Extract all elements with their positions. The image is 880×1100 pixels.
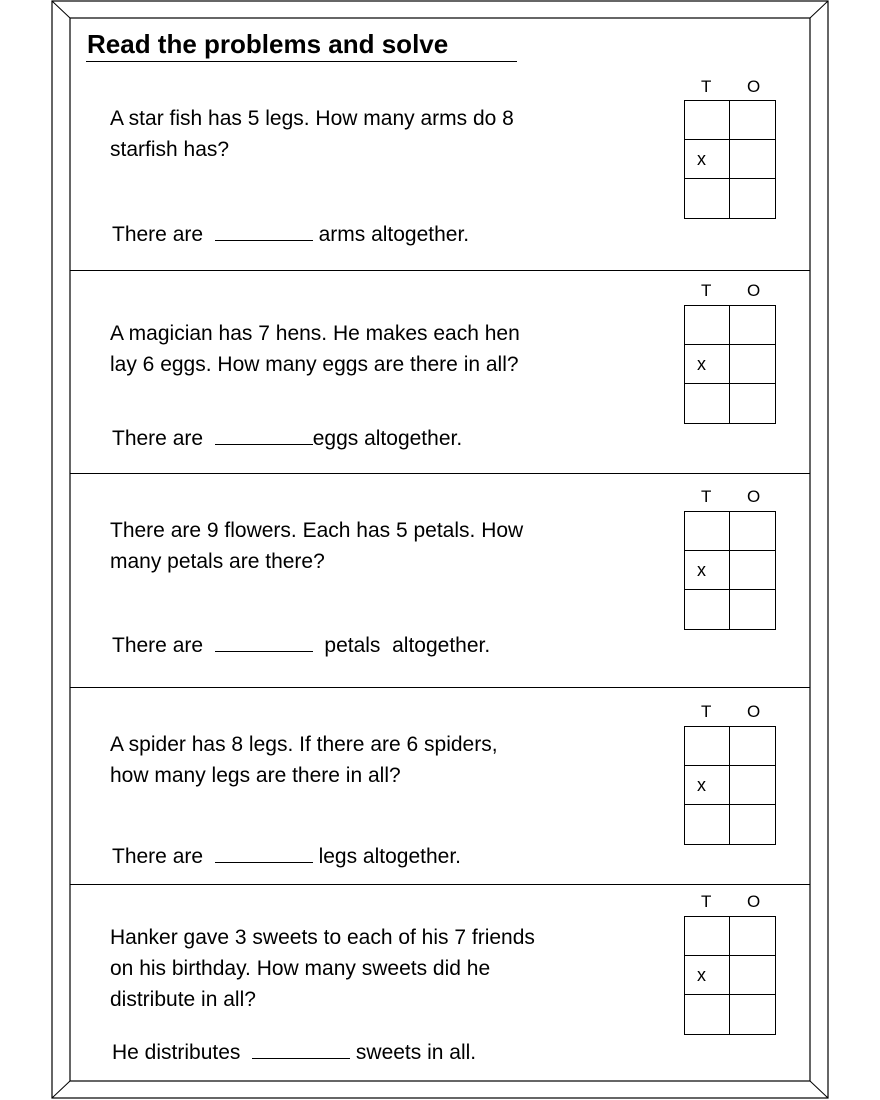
answer-blank[interactable] bbox=[252, 1040, 350, 1059]
place-value-grid bbox=[684, 100, 776, 219]
answer-suffix: legs altogether. bbox=[318, 845, 461, 868]
question-line: on his birthday. How many sweets did he bbox=[110, 957, 491, 980]
multiply-sign: x bbox=[697, 965, 706, 985]
answer-suffix: eggs altogether. bbox=[312, 427, 463, 450]
answer-prefix: He distributes bbox=[112, 1041, 241, 1064]
question-line: A magician has 7 hens. He makes each hen bbox=[110, 322, 520, 345]
question bbox=[110, 515, 523, 577]
grid-cell[interactable] bbox=[685, 590, 730, 629]
grid-cell[interactable] bbox=[685, 727, 730, 766]
worksheet-title: Read the problems and solve bbox=[87, 29, 449, 59]
grid-cell[interactable] bbox=[685, 101, 730, 140]
grid-cell[interactable] bbox=[730, 805, 775, 844]
grid-cell[interactable] bbox=[730, 140, 775, 179]
grid-cell[interactable] bbox=[685, 551, 730, 590]
grid-cell[interactable] bbox=[685, 512, 730, 551]
answer-blank[interactable] bbox=[215, 222, 313, 241]
answer-suffix: sweets in all. bbox=[355, 1041, 477, 1064]
answer-blank[interactable] bbox=[215, 426, 313, 445]
grid-cell[interactable] bbox=[730, 917, 775, 956]
question-line: starfish has? bbox=[110, 138, 230, 161]
multiply-sign: x bbox=[697, 775, 706, 795]
answer-blank[interactable] bbox=[215, 633, 313, 652]
question-line: Hanker gave 3 sweets to each of his 7 friends bbox=[110, 926, 535, 949]
grid-cell[interactable] bbox=[685, 140, 730, 179]
question bbox=[110, 318, 520, 380]
grid-cell[interactable] bbox=[730, 512, 775, 551]
worksheet bbox=[70, 18, 810, 1081]
answer-prefix: There are bbox=[112, 223, 204, 246]
multiply-sign: x bbox=[697, 354, 706, 374]
grid-cell[interactable] bbox=[685, 995, 730, 1034]
place-value-grid bbox=[684, 511, 776, 630]
problem-4 bbox=[70, 687, 810, 884]
ones-label: O bbox=[747, 77, 761, 96]
tens-label: T bbox=[701, 487, 712, 506]
answer-suffix: petals altogether. bbox=[324, 634, 491, 657]
ones-label: O bbox=[747, 892, 761, 911]
grid-cell[interactable] bbox=[685, 306, 730, 345]
question-line: distribute in all? bbox=[110, 988, 256, 1011]
question bbox=[110, 103, 514, 165]
grid-cell[interactable] bbox=[730, 766, 775, 805]
tens-label: T bbox=[701, 892, 712, 911]
ones-label: O bbox=[747, 702, 761, 721]
answer-prefix: There are bbox=[112, 634, 204, 657]
grid-cell[interactable] bbox=[730, 306, 775, 345]
place-value-grid bbox=[684, 305, 776, 424]
answer-suffix: arms altogether. bbox=[318, 223, 470, 246]
tens-label: T bbox=[701, 77, 712, 96]
answer-sentence bbox=[112, 633, 490, 659]
answer-prefix: There are bbox=[112, 427, 204, 450]
place-value-grid bbox=[684, 726, 776, 845]
grid-cell[interactable] bbox=[730, 590, 775, 629]
question-line: There are 9 flowers. Each has 5 petals. How bbox=[110, 519, 524, 542]
problem-5 bbox=[70, 884, 810, 1081]
grid-cell[interactable] bbox=[730, 101, 775, 140]
answer-sentence bbox=[112, 1040, 476, 1066]
grid-cell[interactable] bbox=[730, 727, 775, 766]
grid-cell[interactable] bbox=[685, 179, 730, 218]
answer-sentence bbox=[112, 426, 462, 452]
grid-cell[interactable] bbox=[730, 551, 775, 590]
grid-cell[interactable] bbox=[685, 384, 730, 423]
grid-cell[interactable] bbox=[730, 384, 775, 423]
ones-label: O bbox=[747, 281, 761, 300]
problem-3 bbox=[70, 473, 810, 687]
grid-cell[interactable] bbox=[685, 345, 730, 384]
question-line: A star fish has 5 legs. How many arms do 8 bbox=[110, 107, 514, 130]
answer-sentence bbox=[112, 222, 469, 248]
answer-blank[interactable] bbox=[215, 844, 313, 863]
grid-cell[interactable] bbox=[685, 917, 730, 956]
answer-prefix: There are bbox=[112, 845, 204, 868]
question-line: lay 6 eggs. How many eggs are there in all? bbox=[110, 353, 519, 376]
tens-label: T bbox=[701, 281, 712, 300]
question bbox=[110, 922, 535, 1015]
question bbox=[110, 729, 498, 791]
grid-cell[interactable] bbox=[730, 345, 775, 384]
grid-cell[interactable] bbox=[685, 766, 730, 805]
grid-cell[interactable] bbox=[730, 179, 775, 218]
answer-sentence bbox=[112, 844, 461, 870]
question-line: A spider has 8 legs. If there are 6 spiders, bbox=[110, 733, 498, 756]
place-value-grid bbox=[684, 916, 776, 1035]
multiply-sign: x bbox=[697, 560, 706, 580]
ones-label: O bbox=[747, 487, 761, 506]
problem-1 bbox=[70, 18, 810, 270]
grid-cell[interactable] bbox=[685, 805, 730, 844]
grid-cell[interactable] bbox=[730, 956, 775, 995]
grid-cell[interactable] bbox=[685, 956, 730, 995]
problem-2 bbox=[70, 270, 810, 473]
question-line: many petals are there? bbox=[110, 550, 325, 573]
multiply-sign: x bbox=[697, 149, 706, 169]
question-line: how many legs are there in all? bbox=[110, 764, 401, 787]
grid-cell[interactable] bbox=[730, 995, 775, 1034]
tens-label: T bbox=[701, 702, 712, 721]
